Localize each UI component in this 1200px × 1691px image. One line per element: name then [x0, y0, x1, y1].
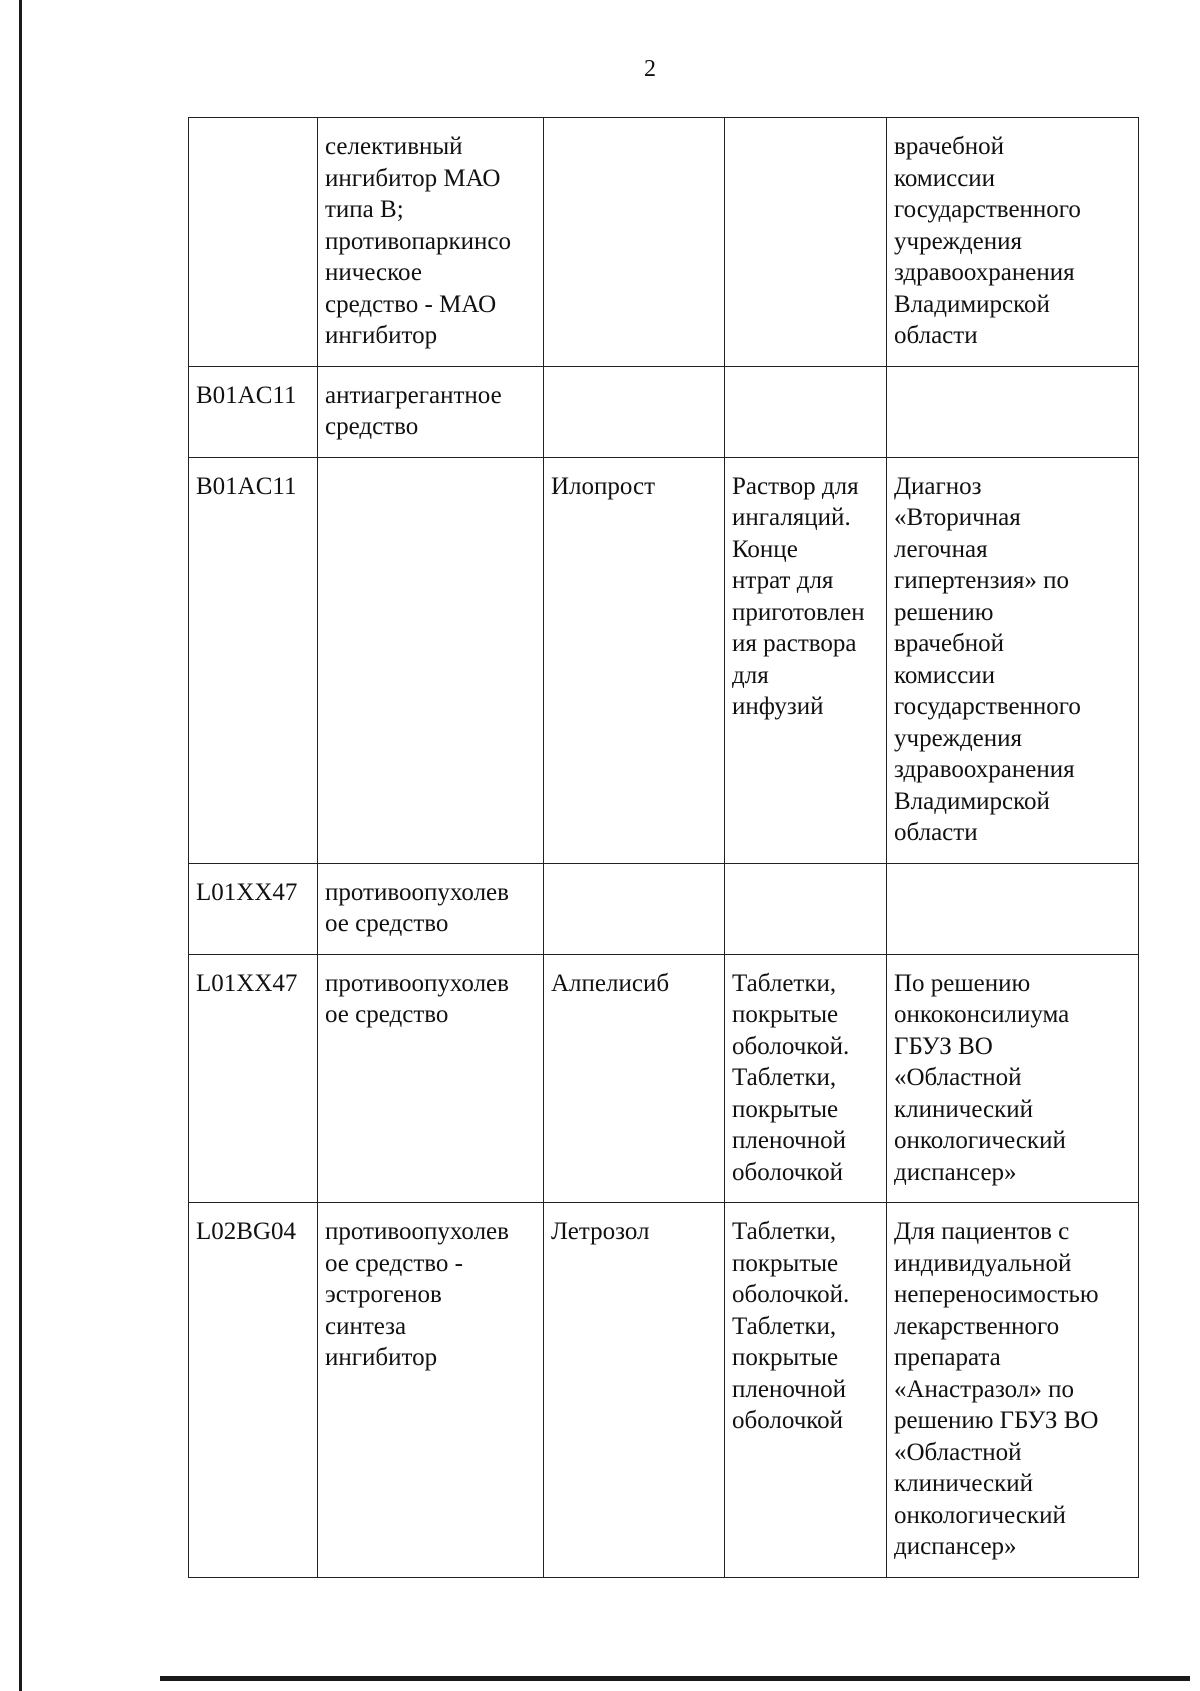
table-row: [189, 863, 1139, 954]
cell-drug-name: Летрозол: [544, 1203, 725, 1578]
cell-pharmacological-group: [318, 457, 544, 863]
cell-dosage-form: [725, 118, 887, 367]
cell-dosage-form: Таблетки, покрытые оболочкой. Таблетки, покрытые пленочной оболочкой: [725, 1203, 887, 1578]
cell-pharmacological-group: селективный ингибитор МАО типа B; противопаркинсо ническое средство - МАО ингибитор: [318, 118, 544, 367]
cell-atc-code: L01XX47: [189, 863, 318, 954]
cell-atc-code: L02BG04: [189, 1203, 318, 1578]
cell-pharmacological-group: противоопухолев ое средство - эстрогенов синтеза ингибитор: [318, 1203, 544, 1578]
cell-atc-code: L01XX47: [189, 954, 318, 1203]
cell-dosage-form: Раствор для ингаляций. Конце нтрат для приготовлен ия раствора для инфузий: [725, 457, 887, 863]
page-number: 2: [644, 56, 656, 82]
cell-atc-code: B01AC11: [189, 366, 318, 457]
cell-pharmacological-group: противоопухолев ое средство: [318, 954, 544, 1203]
table-row: [189, 954, 1139, 1203]
cell-drug-name: Илопрост: [544, 457, 725, 863]
cell-dosage-form: Таблетки, покрытые оболочкой. Таблетки, покрытые пленочной оболочкой: [725, 954, 887, 1203]
cell-conditions: врачебной комиссии государственного учреждения здравоохранения Владимирской области: [887, 118, 1139, 367]
cell-conditions: [887, 366, 1139, 457]
cell-atc-code: [189, 118, 318, 367]
drug-table: [188, 117, 1139, 1578]
cell-conditions: Для пациентов с индивидуальной непереносимостью лекарственного препарата «Анастразол» по решению ГБУЗ ВО «Областной клинический онкологический диспансер»: [887, 1203, 1139, 1578]
cell-drug-name: Алпелисиб: [544, 954, 725, 1203]
cell-dosage-form: [725, 863, 887, 954]
cell-drug-name: [544, 118, 725, 367]
cell-pharmacological-group: противоопухолев ое средство: [318, 863, 544, 954]
cell-conditions: Диагноз «Вторичная легочная гипертензия» по решению врачебной комиссии государственного учреждения здравоохранения Владимирской области: [887, 457, 1139, 863]
table-row: [189, 118, 1139, 367]
cell-drug-name: [544, 863, 725, 954]
cell-atc-code: B01AC11: [189, 457, 318, 863]
table-row: [189, 366, 1139, 457]
scan-bottom-edge: [160, 1676, 1190, 1681]
table-row: [189, 457, 1139, 863]
cell-drug-name: [544, 366, 725, 457]
cell-conditions: [887, 863, 1139, 954]
cell-conditions: По решению онкоконсилиума ГБУЗ ВО «Областной клинический онкологический диспансер»: [887, 954, 1139, 1203]
cell-pharmacological-group: антиагрегантное средство: [318, 366, 544, 457]
scan-left-edge: [19, 0, 22, 1691]
cell-dosage-form: [725, 366, 887, 457]
table-row: [189, 1203, 1139, 1578]
